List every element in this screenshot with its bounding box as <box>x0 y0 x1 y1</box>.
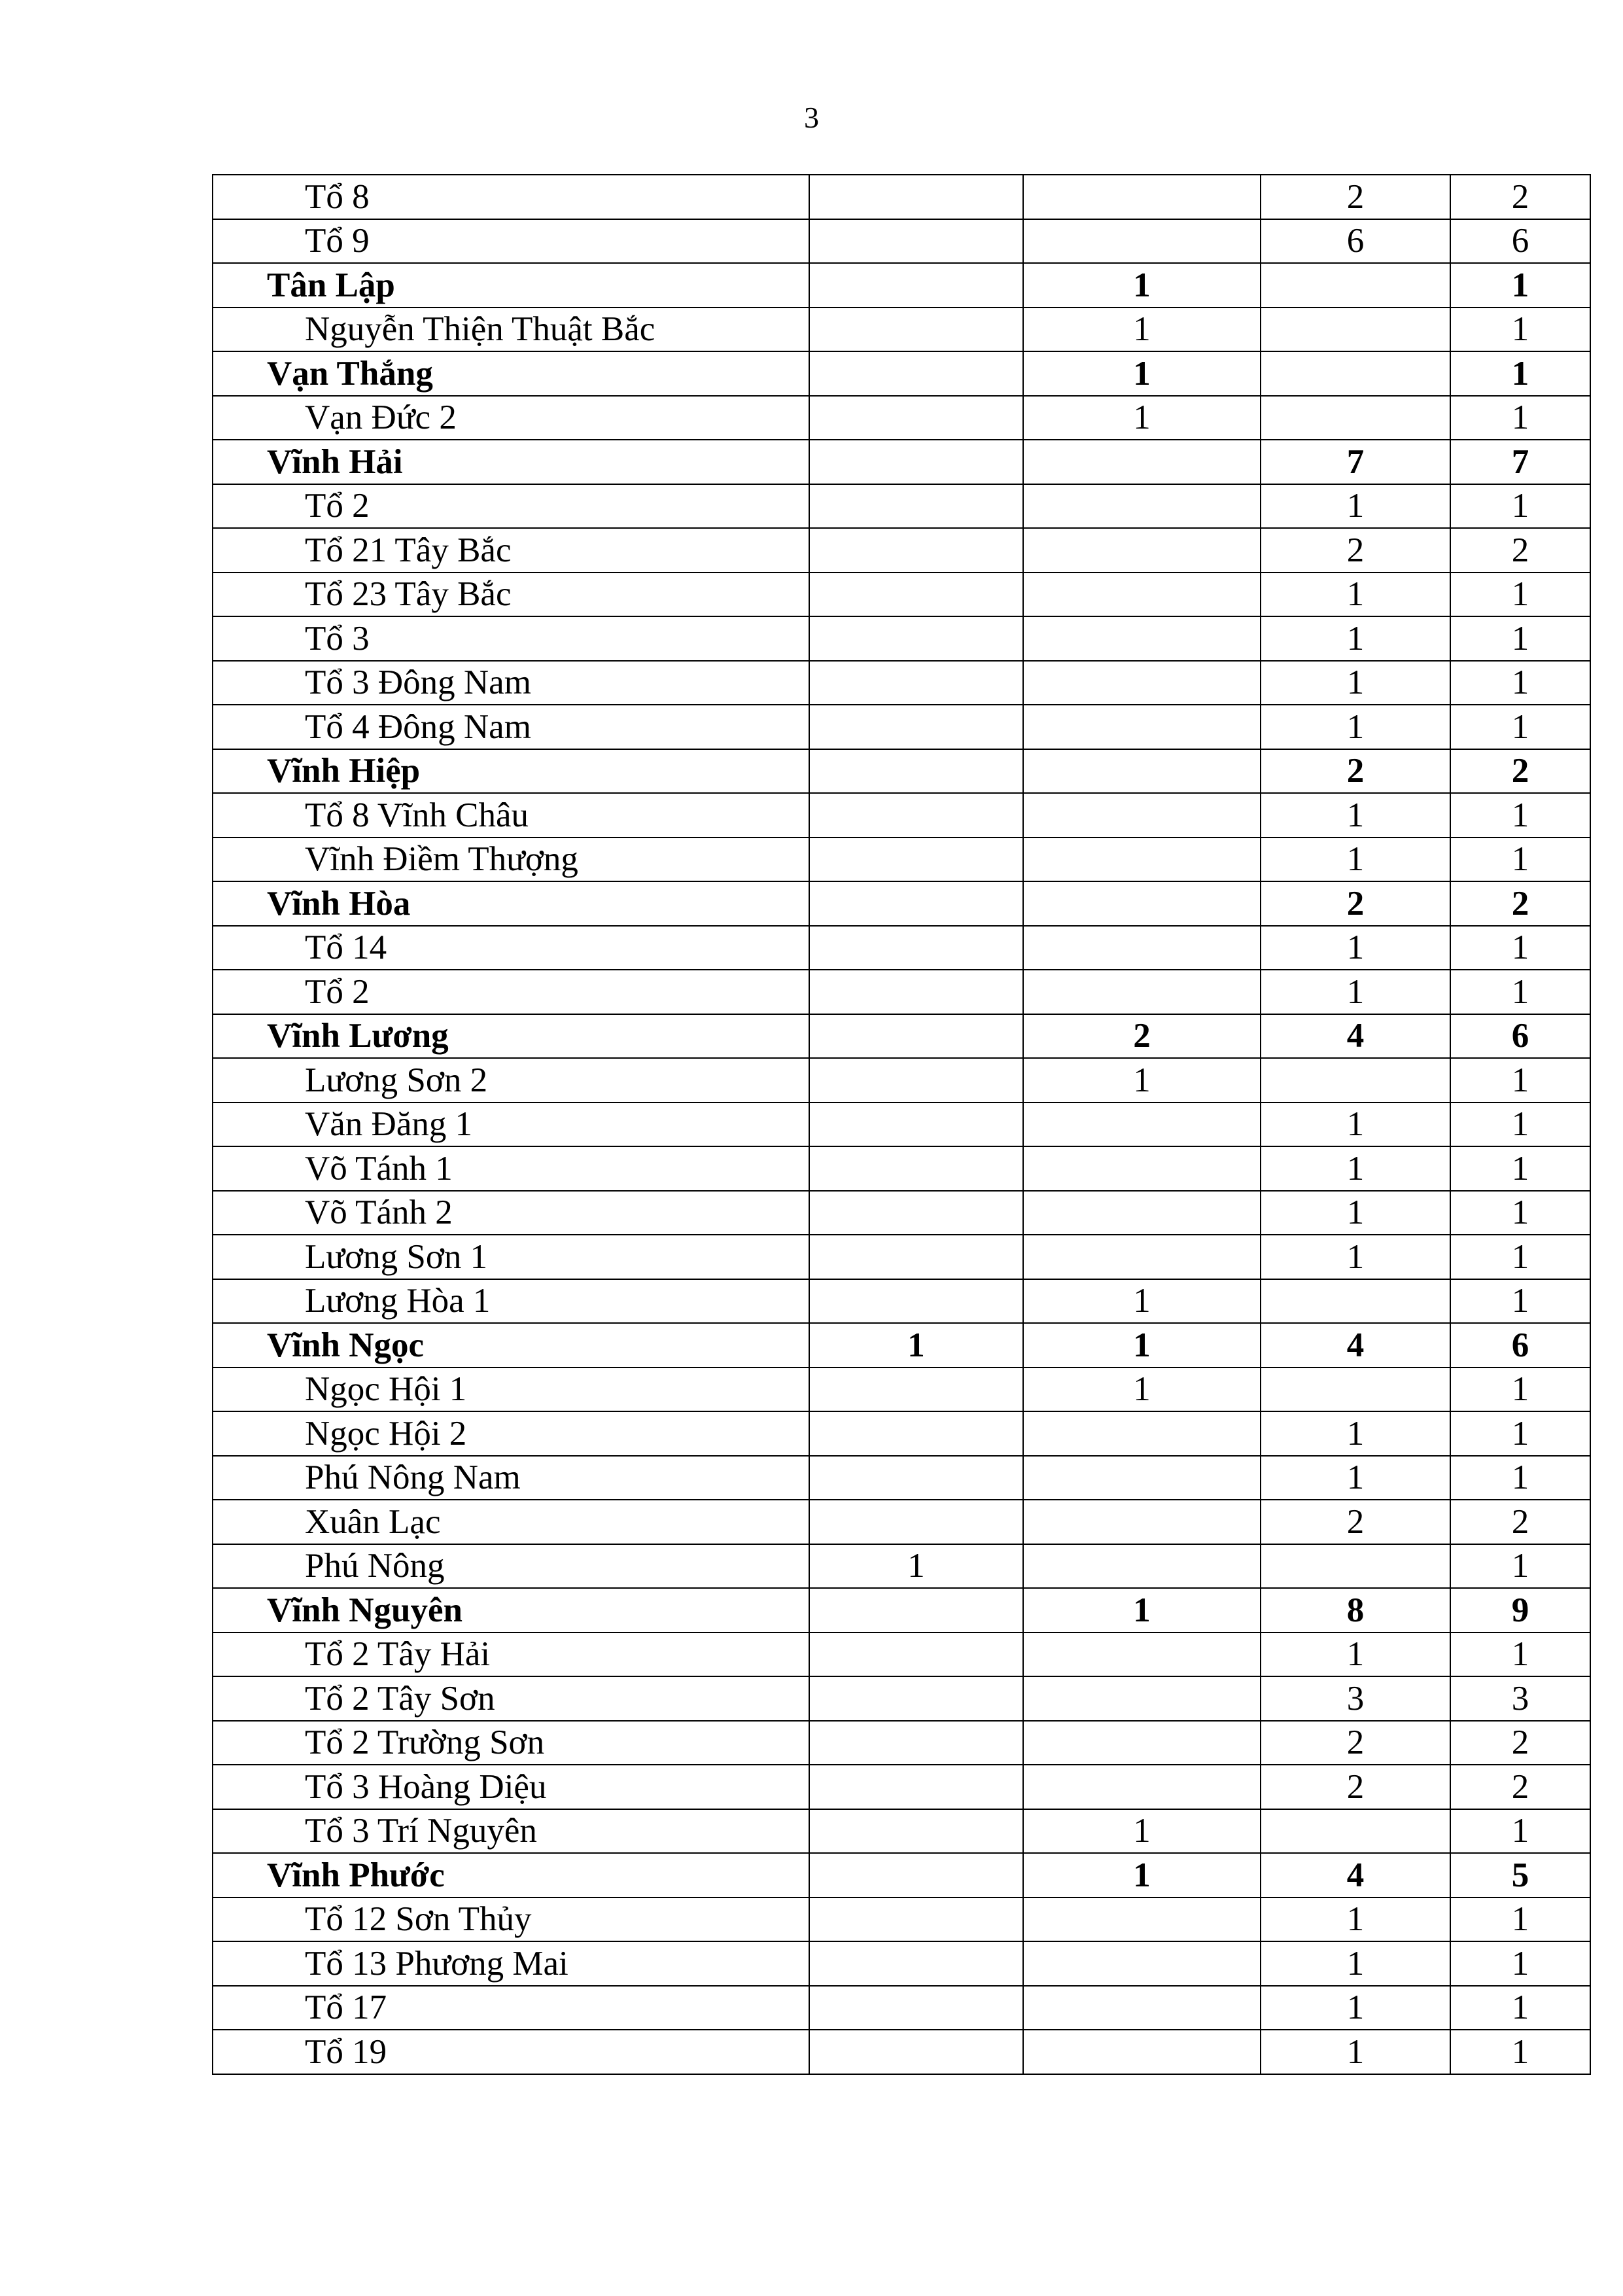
name-cell: Tổ 3 Trí Nguyên <box>213 1809 809 1854</box>
table-row <box>213 838 1590 882</box>
col-a-cell <box>809 1898 1023 1942</box>
col-b-cell <box>1023 1500 1261 1544</box>
col-b-cell <box>1023 1986 1261 2030</box>
col-b-cell <box>1023 1633 1261 1677</box>
total-cell: 1 <box>1450 1544 1590 1589</box>
total-cell: 1 <box>1450 1368 1590 1412</box>
col-c-cell: 4 <box>1261 1014 1450 1059</box>
name-cell: Tổ 19 <box>213 2030 809 2074</box>
col-a-cell <box>809 175 1023 219</box>
table-row <box>213 1986 1590 2030</box>
table-row <box>213 2030 1590 2074</box>
name-cell: Ngọc Hội 1 <box>213 1368 809 1412</box>
total-cell: 1 <box>1450 351 1590 396</box>
col-a-cell <box>809 528 1023 573</box>
table-row <box>213 1721 1590 1765</box>
table-row <box>213 1941 1590 1986</box>
total-cell: 1 <box>1450 484 1590 529</box>
table-row <box>213 1500 1590 1544</box>
col-b-cell <box>1023 484 1261 529</box>
table-row <box>213 219 1590 264</box>
total-cell: 1 <box>1450 838 1590 882</box>
col-c-cell: 2 <box>1261 175 1450 219</box>
name-cell: Vĩnh Hòa <box>213 881 809 926</box>
col-a-cell <box>809 1986 1023 2030</box>
table-row <box>213 1146 1590 1191</box>
table-row <box>213 1058 1590 1103</box>
col-b-cell <box>1023 528 1261 573</box>
total-cell: 1 <box>1450 1809 1590 1854</box>
col-c-cell: 1 <box>1261 1898 1450 1942</box>
col-a-cell <box>809 1279 1023 1324</box>
col-b-cell <box>1023 793 1261 838</box>
total-cell: 1 <box>1450 1279 1590 1324</box>
total-cell: 1 <box>1450 970 1590 1014</box>
name-cell: Ngọc Hội 2 <box>213 1411 809 1456</box>
col-a-cell <box>809 1014 1023 1059</box>
name-cell: Tổ 9 <box>213 219 809 264</box>
col-c-cell: 1 <box>1261 1146 1450 1191</box>
col-b-cell: 1 <box>1023 1323 1261 1368</box>
group-row <box>213 1014 1590 1059</box>
col-a-cell <box>809 970 1023 1014</box>
col-a-cell <box>809 616 1023 661</box>
name-cell: Tổ 21 Tây Bắc <box>213 528 809 573</box>
col-a-cell <box>809 926 1023 970</box>
col-b-cell <box>1023 1676 1261 1721</box>
col-b-cell <box>1023 1191 1261 1235</box>
name-cell: Vạn Đức 2 <box>213 396 809 440</box>
col-b-cell <box>1023 1721 1261 1765</box>
col-b-cell <box>1023 440 1261 484</box>
col-c-cell: 2 <box>1261 1765 1450 1809</box>
group-row <box>213 440 1590 484</box>
col-b-cell: 1 <box>1023 351 1261 396</box>
col-b-cell <box>1023 705 1261 749</box>
table-row <box>213 1676 1590 1721</box>
table-row <box>213 1809 1590 1854</box>
col-a-cell: 1 <box>809 1323 1023 1368</box>
col-c-cell: 1 <box>1261 1103 1450 1147</box>
col-c-cell: 1 <box>1261 926 1450 970</box>
col-c-cell <box>1261 308 1450 352</box>
col-a-cell <box>809 1941 1023 1986</box>
table-row <box>213 1633 1590 1677</box>
col-a-cell <box>809 263 1023 308</box>
total-cell: 1 <box>1450 1058 1590 1103</box>
col-c-cell <box>1261 263 1450 308</box>
group-row <box>213 881 1590 926</box>
table-row <box>213 528 1590 573</box>
total-cell: 2 <box>1450 749 1590 794</box>
col-c-cell: 2 <box>1261 749 1450 794</box>
col-c-cell: 7 <box>1261 440 1450 484</box>
col-c-cell: 4 <box>1261 1853 1450 1898</box>
col-c-cell: 1 <box>1261 573 1450 617</box>
col-c-cell: 1 <box>1261 1941 1450 1986</box>
col-b-cell <box>1023 2030 1261 2074</box>
name-cell: Vĩnh Lương <box>213 1014 809 1059</box>
col-a-cell <box>809 2030 1023 2074</box>
col-a-cell <box>809 1235 1023 1279</box>
col-a-cell <box>809 705 1023 749</box>
col-b-cell <box>1023 1103 1261 1147</box>
name-cell: Võ Tánh 2 <box>213 1191 809 1235</box>
table-row <box>213 175 1590 219</box>
name-cell: Tổ 14 <box>213 926 809 970</box>
col-a-cell <box>809 1721 1023 1765</box>
col-a-cell <box>809 1809 1023 1854</box>
col-c-cell: 2 <box>1261 1721 1450 1765</box>
group-row <box>213 1853 1590 1898</box>
total-cell: 1 <box>1450 308 1590 352</box>
table-row <box>213 1235 1590 1279</box>
name-cell: Tổ 4 Đông Nam <box>213 705 809 749</box>
col-b-cell <box>1023 1941 1261 1986</box>
table-row <box>213 1898 1590 1942</box>
col-a-cell <box>809 308 1023 352</box>
col-b-cell: 1 <box>1023 396 1261 440</box>
table-body <box>213 175 1590 2074</box>
col-b-cell <box>1023 219 1261 264</box>
col-c-cell: 3 <box>1261 1676 1450 1721</box>
total-cell: 9 <box>1450 1588 1590 1633</box>
col-a-cell <box>809 1676 1023 1721</box>
total-cell: 1 <box>1450 1235 1590 1279</box>
total-cell: 2 <box>1450 175 1590 219</box>
name-cell: Vĩnh Điềm Thượng <box>213 838 809 882</box>
name-cell: Tổ 17 <box>213 1986 809 2030</box>
col-a-cell <box>809 1368 1023 1412</box>
group-row <box>213 1323 1590 1368</box>
name-cell: Lương Sơn 1 <box>213 1235 809 1279</box>
total-cell: 2 <box>1450 1500 1590 1544</box>
col-a-cell <box>809 1853 1023 1898</box>
name-cell: Vĩnh Nguyên <box>213 1588 809 1633</box>
table-row <box>213 1544 1590 1589</box>
col-c-cell: 1 <box>1261 661 1450 705</box>
col-b-cell <box>1023 661 1261 705</box>
col-a-cell <box>809 838 1023 882</box>
name-cell: Tổ 3 Đông Nam <box>213 661 809 705</box>
table-row <box>213 705 1590 749</box>
name-cell: Tổ 2 Trường Sơn <box>213 1721 809 1765</box>
col-a-cell <box>809 484 1023 529</box>
col-a-cell <box>809 1456 1023 1500</box>
total-cell: 1 <box>1450 661 1590 705</box>
col-c-cell: 1 <box>1261 1411 1450 1456</box>
name-cell: Tổ 3 Hoàng Diệu <box>213 1765 809 1809</box>
col-a-cell <box>809 1146 1023 1191</box>
col-b-cell <box>1023 838 1261 882</box>
total-cell: 1 <box>1450 616 1590 661</box>
col-c-cell: 1 <box>1261 1986 1450 2030</box>
col-a-cell <box>809 396 1023 440</box>
col-c-cell <box>1261 351 1450 396</box>
col-c-cell <box>1261 1809 1450 1854</box>
col-b-cell: 1 <box>1023 1058 1261 1103</box>
col-a-cell <box>809 881 1023 926</box>
name-cell: Tổ 8 Vĩnh Châu <box>213 793 809 838</box>
col-a-cell <box>809 1058 1023 1103</box>
table-row <box>213 1279 1590 1324</box>
total-cell: 3 <box>1450 1676 1590 1721</box>
total-cell: 1 <box>1450 1146 1590 1191</box>
name-cell: Võ Tánh 1 <box>213 1146 809 1191</box>
table-row <box>213 1411 1590 1456</box>
name-cell: Vĩnh Hải <box>213 440 809 484</box>
name-cell: Tân Lập <box>213 263 809 308</box>
table-row <box>213 573 1590 617</box>
name-cell: Tổ 2 <box>213 484 809 529</box>
total-cell: 1 <box>1450 2030 1590 2074</box>
group-row <box>213 749 1590 794</box>
col-a-cell <box>809 1633 1023 1677</box>
col-c-cell: 4 <box>1261 1323 1450 1368</box>
col-c-cell: 1 <box>1261 1191 1450 1235</box>
total-cell: 2 <box>1450 881 1590 926</box>
col-a-cell: 1 <box>809 1544 1023 1589</box>
col-c-cell: 1 <box>1261 1633 1450 1677</box>
col-c-cell: 2 <box>1261 528 1450 573</box>
total-cell: 6 <box>1450 1014 1590 1059</box>
group-row <box>213 1588 1590 1633</box>
col-b-cell: 1 <box>1023 1279 1261 1324</box>
col-b-cell <box>1023 1544 1261 1589</box>
table-row <box>213 484 1590 529</box>
total-cell: 6 <box>1450 1323 1590 1368</box>
col-a-cell <box>809 573 1023 617</box>
name-cell: Phú Nông Nam <box>213 1456 809 1500</box>
col-c-cell: 1 <box>1261 484 1450 529</box>
col-b-cell <box>1023 616 1261 661</box>
group-row <box>213 263 1590 308</box>
total-cell: 2 <box>1450 1765 1590 1809</box>
col-c-cell: 1 <box>1261 793 1450 838</box>
col-b-cell: 1 <box>1023 1368 1261 1412</box>
col-c-cell: 1 <box>1261 705 1450 749</box>
name-cell: Vạn Thắng <box>213 351 809 396</box>
total-cell: 1 <box>1450 1941 1590 1986</box>
total-cell: 1 <box>1450 396 1590 440</box>
col-b-cell <box>1023 1146 1261 1191</box>
total-cell: 1 <box>1450 1411 1590 1456</box>
col-c-cell: 1 <box>1261 1456 1450 1500</box>
table-row <box>213 616 1590 661</box>
col-a-cell <box>809 793 1023 838</box>
name-cell: Lương Sơn 2 <box>213 1058 809 1103</box>
col-c-cell: 2 <box>1261 1500 1450 1544</box>
name-cell: Tổ 2 <box>213 970 809 1014</box>
total-cell: 1 <box>1450 926 1590 970</box>
table-row <box>213 1765 1590 1809</box>
table-row <box>213 1191 1590 1235</box>
col-c-cell: 2 <box>1261 881 1450 926</box>
total-cell: 2 <box>1450 1721 1590 1765</box>
total-cell: 6 <box>1450 219 1590 264</box>
total-cell: 1 <box>1450 705 1590 749</box>
page-number: 3 <box>804 101 819 134</box>
col-b-cell <box>1023 1411 1261 1456</box>
col-c-cell <box>1261 1058 1450 1103</box>
table-row <box>213 926 1590 970</box>
data-table <box>212 174 1591 2075</box>
name-cell: Tổ 2 Tây Sơn <box>213 1676 809 1721</box>
table-row <box>213 793 1590 838</box>
col-c-cell <box>1261 396 1450 440</box>
table-row <box>213 661 1590 705</box>
name-cell: Tổ 13 Phương Mai <box>213 1941 809 1986</box>
col-b-cell <box>1023 1456 1261 1500</box>
name-cell: Lương Hòa 1 <box>213 1279 809 1324</box>
col-a-cell <box>809 351 1023 396</box>
table-row <box>213 1103 1590 1147</box>
total-cell: 1 <box>1450 1103 1590 1147</box>
total-cell: 1 <box>1450 1986 1590 2030</box>
col-c-cell: 1 <box>1261 616 1450 661</box>
col-b-cell <box>1023 175 1261 219</box>
total-cell: 7 <box>1450 440 1590 484</box>
name-cell: Tổ 23 Tây Bắc <box>213 573 809 617</box>
name-cell: Tổ 3 <box>213 616 809 661</box>
col-b-cell <box>1023 749 1261 794</box>
col-b-cell <box>1023 926 1261 970</box>
name-cell: Tổ 8 <box>213 175 809 219</box>
total-cell: 2 <box>1450 528 1590 573</box>
total-cell: 1 <box>1450 1456 1590 1500</box>
total-cell: 1 <box>1450 793 1590 838</box>
col-c-cell <box>1261 1279 1450 1324</box>
col-b-cell <box>1023 573 1261 617</box>
col-c-cell: 1 <box>1261 1235 1450 1279</box>
col-a-cell <box>809 749 1023 794</box>
table-row <box>213 396 1590 440</box>
col-c-cell: 1 <box>1261 2030 1450 2074</box>
col-a-cell <box>809 1500 1023 1544</box>
col-b-cell <box>1023 1765 1261 1809</box>
name-cell: Xuân Lạc <box>213 1500 809 1544</box>
col-c-cell: 1 <box>1261 970 1450 1014</box>
col-c-cell <box>1261 1544 1450 1589</box>
total-cell: 5 <box>1450 1853 1590 1898</box>
col-b-cell <box>1023 1235 1261 1279</box>
col-b-cell: 2 <box>1023 1014 1261 1059</box>
name-cell: Phú Nông <box>213 1544 809 1589</box>
col-c-cell: 1 <box>1261 838 1450 882</box>
total-cell: 1 <box>1450 573 1590 617</box>
col-c-cell <box>1261 1368 1450 1412</box>
col-a-cell <box>809 1103 1023 1147</box>
name-cell: Tổ 12 Sơn Thủy <box>213 1898 809 1942</box>
col-b-cell <box>1023 881 1261 926</box>
name-cell: Văn Đăng 1 <box>213 1103 809 1147</box>
table-row <box>213 1368 1590 1412</box>
col-a-cell <box>809 1765 1023 1809</box>
col-a-cell <box>809 661 1023 705</box>
table-row <box>213 308 1590 352</box>
name-cell: Nguyễn Thiện Thuật Bắc <box>213 308 809 352</box>
total-cell: 1 <box>1450 263 1590 308</box>
table-row <box>213 1456 1590 1500</box>
group-row <box>213 351 1590 396</box>
col-a-cell <box>809 219 1023 264</box>
col-a-cell <box>809 1588 1023 1633</box>
col-b-cell: 1 <box>1023 308 1261 352</box>
total-cell: 1 <box>1450 1898 1590 1942</box>
name-cell: Vĩnh Hiệp <box>213 749 809 794</box>
col-b-cell: 1 <box>1023 1809 1261 1854</box>
table-row <box>213 970 1590 1014</box>
col-c-cell: 6 <box>1261 219 1450 264</box>
col-a-cell <box>809 440 1023 484</box>
name-cell: Vĩnh Phước <box>213 1853 809 1898</box>
total-cell: 1 <box>1450 1191 1590 1235</box>
name-cell: Tổ 2 Tây Hải <box>213 1633 809 1677</box>
col-a-cell <box>809 1411 1023 1456</box>
col-b-cell: 1 <box>1023 1588 1261 1633</box>
col-b-cell: 1 <box>1023 1853 1261 1898</box>
col-a-cell <box>809 1191 1023 1235</box>
name-cell: Vĩnh Ngọc <box>213 1323 809 1368</box>
col-b-cell <box>1023 1898 1261 1942</box>
total-cell: 1 <box>1450 1633 1590 1677</box>
col-b-cell <box>1023 970 1261 1014</box>
col-b-cell: 1 <box>1023 263 1261 308</box>
col-c-cell: 8 <box>1261 1588 1450 1633</box>
